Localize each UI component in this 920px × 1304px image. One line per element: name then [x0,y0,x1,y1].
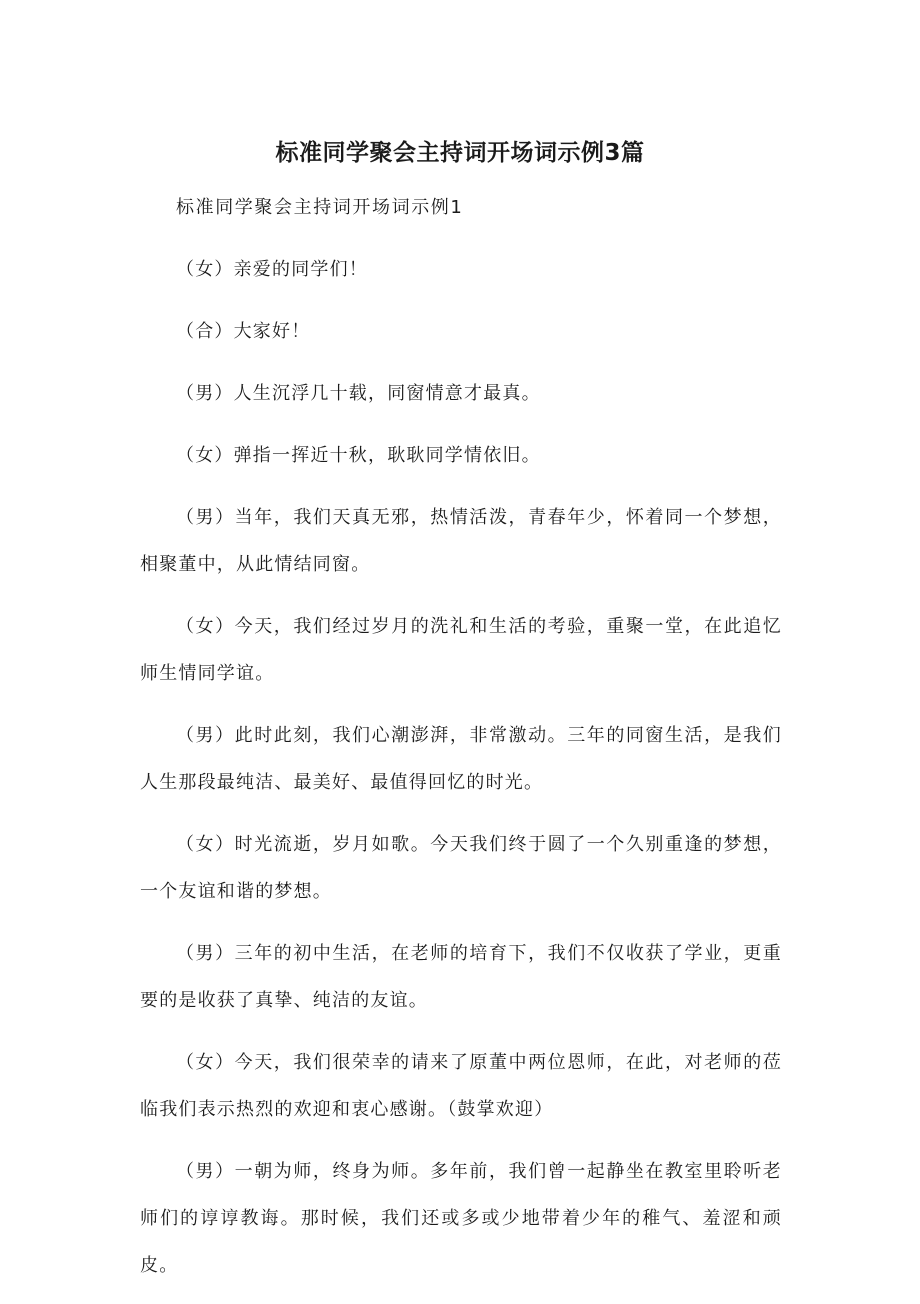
document-title: 标准同学聚会主持词开场词示例3篇 [275,140,645,166]
paragraph: （女）时光流逝，岁月如歌。今天我们终于圆了一个久别重逢的梦想，一个友谊和谐的梦想。 [140,834,782,902]
paragraph: （女）弹指一挥近十秋，耿耿同学情依旧。 [176,445,541,466]
paragraph: （男）当年，我们天真无邪，热情活泼，青春年少，怀着同一个梦想，相聚董中，从此情结同窗。 [140,507,782,575]
paragraph: （女）亲爱的同学们！ [176,259,368,280]
paragraph: （女）今天，我们很荣幸的请来了原董中两位恩师，在此，对老师的莅临我们表示热烈的欢迎和衷心感谢。（鼓掌欢迎） [140,1052,782,1120]
paragraph: （男）一朝为师，终身为师。多年前，我们曾一起静坐在教室里聆听老师们的谆谆教诲。那时候，我们还或多或少地带着少年的稚气、羞涩和顽皮。 [140,1161,782,1276]
paragraph: （女）今天，我们经过岁月的洗礼和生活的考验，重聚一堂，在此追忆师生情同学谊。 [140,616,782,684]
paragraph: （男）此时此刻，我们心潮澎湃，非常激动。三年的同窗生活，是我们人生那段最纯洁、最美好、最值得回忆的时光。 [140,725,782,793]
paragraph: （男）人生沉浮几十载，同窗情意才最真。 [176,383,541,404]
section-heading: 标准同学聚会主持词开场词示例1 [176,197,464,218]
document-body [140,184,782,1304]
paragraph: （合）大家好！ [176,321,311,342]
paragraph: （男）三年的初中生活，在老师的培育下，我们不仅收获了学业，更重要的是收获了真挚、纯洁的友谊。 [140,943,782,1011]
